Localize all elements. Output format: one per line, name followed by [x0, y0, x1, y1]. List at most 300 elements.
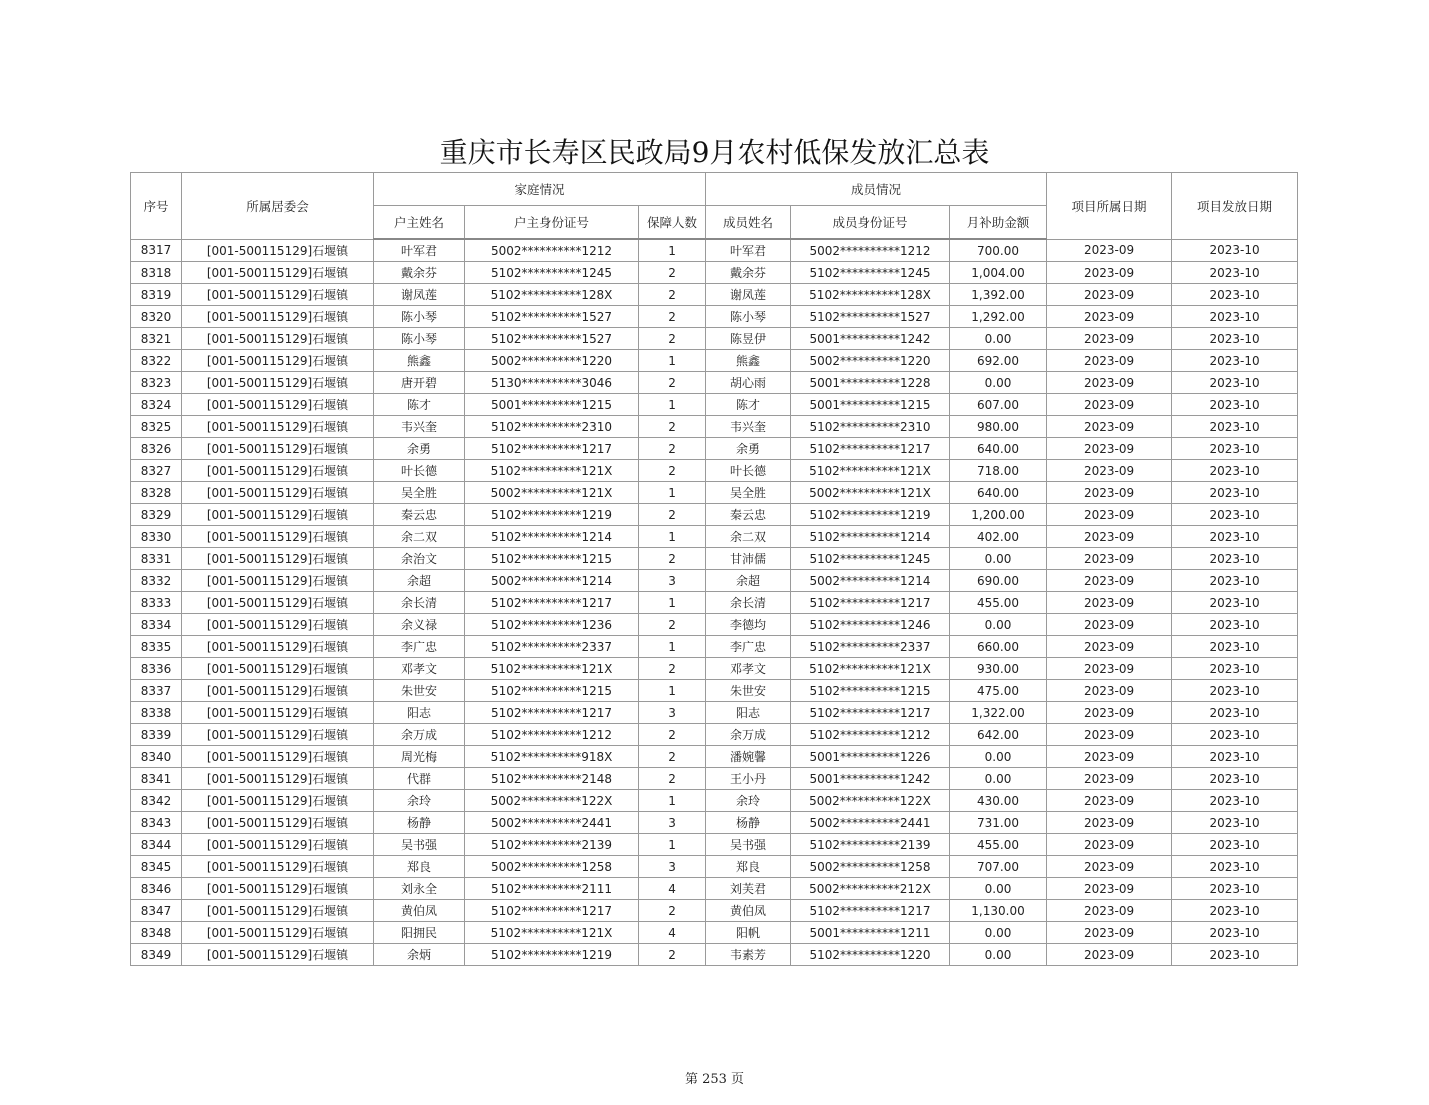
head-name-cell: 余玲 — [374, 790, 465, 812]
amount-cell: 1,322.00 — [950, 702, 1047, 724]
committee-cell: [001-500115129]石堰镇 — [182, 394, 374, 416]
table-row — [131, 284, 1298, 306]
member-name-cell: 刘芙君 — [706, 878, 791, 900]
project-date-cell: 2023-09 — [1047, 416, 1172, 438]
issue-date-cell: 2023-10 — [1172, 570, 1298, 592]
member-name-cell: 余长清 — [706, 592, 791, 614]
committee-cell: [001-500115129]石堰镇 — [182, 239, 374, 262]
committee-cell: [001-500115129]石堰镇 — [182, 592, 374, 614]
committee-cell: [001-500115129]石堰镇 — [182, 350, 374, 372]
member-id-cell: 5002**********1258 — [791, 856, 950, 878]
covered-cell: 1 — [639, 636, 706, 658]
issue-date-cell: 2023-10 — [1172, 702, 1298, 724]
project-date-cell: 2023-09 — [1047, 482, 1172, 504]
issue-date-cell: 2023-10 — [1172, 724, 1298, 746]
head-id-cell: 5102**********1217 — [465, 592, 639, 614]
page-number: 第 253 页 — [684, 1072, 745, 1087]
head-id-cell: 5102**********2111 — [465, 878, 639, 900]
issue-date-cell: 2023-10 — [1172, 922, 1298, 944]
covered-cell: 4 — [639, 878, 706, 900]
head-name-cell: 杨静 — [374, 812, 465, 834]
member-name-cell: 吴全胜 — [706, 482, 791, 504]
committee-cell: [001-500115129]石堰镇 — [182, 768, 374, 790]
table-row — [131, 680, 1298, 702]
head-id-cell: 5130**********3046 — [465, 372, 639, 394]
head-name-cell: 郑良 — [374, 856, 465, 878]
project-date-cell: 2023-09 — [1047, 856, 1172, 878]
seq-cell: 8321 — [131, 328, 182, 350]
member-name-cell: 王小丹 — [706, 768, 791, 790]
committee-cell: [001-500115129]石堰镇 — [182, 504, 374, 526]
table-row — [131, 944, 1298, 966]
table-row — [131, 658, 1298, 680]
project-date-cell: 2023-09 — [1047, 922, 1172, 944]
table-row — [131, 900, 1298, 922]
member-id-cell: 5001**********1211 — [791, 922, 950, 944]
seq-cell: 8330 — [131, 526, 182, 548]
seq-cell: 8334 — [131, 614, 182, 636]
table-row — [131, 416, 1298, 438]
amount-cell: 707.00 — [950, 856, 1047, 878]
member-id-cell: 5102**********1212 — [791, 724, 950, 746]
member-id-cell: 5102**********2139 — [791, 834, 950, 856]
issue-date-cell: 2023-10 — [1172, 834, 1298, 856]
covered-cell: 1 — [639, 350, 706, 372]
issue-date-cell: 2023-10 — [1172, 284, 1298, 306]
member-id-cell: 5102**********121X — [791, 460, 950, 482]
seq-cell: 8348 — [131, 922, 182, 944]
project-date-cell: 2023-09 — [1047, 636, 1172, 658]
committee-cell: [001-500115129]石堰镇 — [182, 790, 374, 812]
head-name-cell: 阳拥民 — [374, 922, 465, 944]
head-name-cell: 余治文 — [374, 548, 465, 570]
issue-date-cell: 2023-10 — [1172, 482, 1298, 504]
member-name-cell: 叶长德 — [706, 460, 791, 482]
seq-cell: 8346 — [131, 878, 182, 900]
amount-cell: 690.00 — [950, 570, 1047, 592]
header-head-id: 户主身份证号 — [465, 206, 639, 240]
covered-cell: 2 — [639, 504, 706, 526]
committee-cell: [001-500115129]石堰镇 — [182, 636, 374, 658]
project-date-cell: 2023-09 — [1047, 834, 1172, 856]
committee-cell: [001-500115129]石堰镇 — [182, 724, 374, 746]
amount-cell: 1,200.00 — [950, 504, 1047, 526]
committee-cell: [001-500115129]石堰镇 — [182, 438, 374, 460]
header-member-group: 成员情况 — [706, 173, 1047, 206]
issue-date-cell: 2023-10 — [1172, 658, 1298, 680]
issue-date-cell: 2023-10 — [1172, 438, 1298, 460]
member-id-cell: 5001**********1226 — [791, 746, 950, 768]
header-member-name: 成员姓名 — [706, 206, 791, 240]
issue-date-cell: 2023-10 — [1172, 636, 1298, 658]
amount-cell: 660.00 — [950, 636, 1047, 658]
member-id-cell: 5002**********1214 — [791, 570, 950, 592]
amount-cell: 0.00 — [950, 922, 1047, 944]
head-name-cell: 余超 — [374, 570, 465, 592]
amount-cell: 642.00 — [950, 724, 1047, 746]
head-id-cell: 5102**********1217 — [465, 900, 639, 922]
member-name-cell: 陈昱伊 — [706, 328, 791, 350]
head-id-cell: 5102**********2148 — [465, 768, 639, 790]
member-name-cell: 阳帆 — [706, 922, 791, 944]
covered-cell: 3 — [639, 856, 706, 878]
committee-cell: [001-500115129]石堰镇 — [182, 416, 374, 438]
issue-date-cell: 2023-10 — [1172, 350, 1298, 372]
head-id-cell: 5102**********1215 — [465, 548, 639, 570]
issue-date-cell: 2023-10 — [1172, 239, 1298, 262]
member-id-cell: 5102**********1219 — [791, 504, 950, 526]
project-date-cell: 2023-09 — [1047, 812, 1172, 834]
table-row — [131, 768, 1298, 790]
head-name-cell: 韦兴奎 — [374, 416, 465, 438]
table-row — [131, 504, 1298, 526]
table-row — [131, 372, 1298, 394]
header-head-name: 户主姓名 — [374, 206, 465, 240]
covered-cell: 2 — [639, 306, 706, 328]
seq-cell: 8328 — [131, 482, 182, 504]
covered-cell: 3 — [639, 702, 706, 724]
covered-cell: 1 — [639, 394, 706, 416]
issue-date-cell: 2023-10 — [1172, 306, 1298, 328]
amount-cell: 930.00 — [950, 658, 1047, 680]
seq-cell: 8341 — [131, 768, 182, 790]
head-name-cell: 周光梅 — [374, 746, 465, 768]
amount-cell: 455.00 — [950, 834, 1047, 856]
head-id-cell: 5102**********1527 — [465, 328, 639, 350]
seq-cell: 8338 — [131, 702, 182, 724]
amount-cell: 1,292.00 — [950, 306, 1047, 328]
issue-date-cell: 2023-10 — [1172, 768, 1298, 790]
amount-cell: 700.00 — [950, 239, 1047, 262]
committee-cell: [001-500115129]石堰镇 — [182, 856, 374, 878]
project-date-cell: 2023-09 — [1047, 680, 1172, 702]
covered-cell: 1 — [639, 790, 706, 812]
amount-cell: 980.00 — [950, 416, 1047, 438]
committee-cell: [001-500115129]石堰镇 — [182, 614, 374, 636]
member-name-cell: 潘婉馨 — [706, 746, 791, 768]
seq-cell: 8333 — [131, 592, 182, 614]
covered-cell: 1 — [639, 592, 706, 614]
head-name-cell: 秦云忠 — [374, 504, 465, 526]
member-name-cell: 黄伯凤 — [706, 900, 791, 922]
head-id-cell: 5102**********1219 — [465, 944, 639, 966]
head-name-cell: 叶军君 — [374, 239, 465, 262]
member-id-cell: 5002**********2441 — [791, 812, 950, 834]
member-id-cell: 5001**********1228 — [791, 372, 950, 394]
amount-cell: 1,130.00 — [950, 900, 1047, 922]
table-row — [131, 922, 1298, 944]
covered-cell: 3 — [639, 570, 706, 592]
member-id-cell: 5001**********1242 — [791, 768, 950, 790]
header-amount: 月补助金额 — [950, 206, 1047, 240]
covered-cell: 3 — [639, 812, 706, 834]
table-row — [131, 636, 1298, 658]
member-name-cell: 谢凤莲 — [706, 284, 791, 306]
table-row — [131, 834, 1298, 856]
member-name-cell: 吴书强 — [706, 834, 791, 856]
table-body — [131, 239, 1298, 966]
seq-cell: 8324 — [131, 394, 182, 416]
issue-date-cell: 2023-10 — [1172, 526, 1298, 548]
covered-cell: 2 — [639, 724, 706, 746]
seq-cell: 8322 — [131, 350, 182, 372]
table-row — [131, 724, 1298, 746]
head-name-cell: 余长清 — [374, 592, 465, 614]
head-id-cell: 5102**********128X — [465, 284, 639, 306]
covered-cell: 2 — [639, 658, 706, 680]
project-date-cell: 2023-09 — [1047, 262, 1172, 284]
issue-date-cell: 2023-10 — [1172, 614, 1298, 636]
amount-cell: 640.00 — [950, 438, 1047, 460]
amount-cell: 1,392.00 — [950, 284, 1047, 306]
head-id-cell: 5102**********121X — [465, 922, 639, 944]
head-name-cell: 吴书强 — [374, 834, 465, 856]
project-date-cell: 2023-09 — [1047, 526, 1172, 548]
member-id-cell: 5102**********1217 — [791, 592, 950, 614]
project-date-cell: 2023-09 — [1047, 570, 1172, 592]
head-name-cell: 刘永全 — [374, 878, 465, 900]
member-id-cell: 5102**********1220 — [791, 944, 950, 966]
issue-date-cell: 2023-10 — [1172, 548, 1298, 570]
head-id-cell: 5102**********2310 — [465, 416, 639, 438]
member-name-cell: 李广忠 — [706, 636, 791, 658]
covered-cell: 1 — [639, 680, 706, 702]
head-name-cell: 邓孝文 — [374, 658, 465, 680]
covered-cell: 2 — [639, 372, 706, 394]
header-family-group: 家庭情况 — [374, 173, 706, 206]
committee-cell: [001-500115129]石堰镇 — [182, 812, 374, 834]
seq-cell: 8326 — [131, 438, 182, 460]
issue-date-cell: 2023-10 — [1172, 372, 1298, 394]
head-id-cell: 5102**********1219 — [465, 504, 639, 526]
project-date-cell: 2023-09 — [1047, 328, 1172, 350]
head-name-cell: 戴余芬 — [374, 262, 465, 284]
member-id-cell: 5102**********128X — [791, 284, 950, 306]
committee-cell: [001-500115129]石堰镇 — [182, 878, 374, 900]
page-title: 重庆市长寿区民政局9月农村低保发放汇总表 — [439, 136, 990, 169]
head-name-cell: 余义禄 — [374, 614, 465, 636]
project-date-cell: 2023-09 — [1047, 239, 1172, 262]
member-id-cell: 5102**********1527 — [791, 306, 950, 328]
head-id-cell: 5102**********1236 — [465, 614, 639, 636]
issue-date-cell: 2023-10 — [1172, 460, 1298, 482]
seq-cell: 8329 — [131, 504, 182, 526]
issue-date-cell: 2023-10 — [1172, 592, 1298, 614]
project-date-cell: 2023-09 — [1047, 768, 1172, 790]
project-date-cell: 2023-09 — [1047, 746, 1172, 768]
amount-cell: 0.00 — [950, 746, 1047, 768]
covered-cell: 2 — [639, 262, 706, 284]
project-date-cell: 2023-09 — [1047, 790, 1172, 812]
covered-cell: 1 — [639, 482, 706, 504]
seq-cell: 8336 — [131, 658, 182, 680]
member-id-cell: 5002**********1220 — [791, 350, 950, 372]
seq-cell: 8325 — [131, 416, 182, 438]
covered-cell: 1 — [639, 239, 706, 262]
committee-cell: [001-500115129]石堰镇 — [182, 922, 374, 944]
member-name-cell: 余万成 — [706, 724, 791, 746]
head-name-cell: 代群 — [374, 768, 465, 790]
head-id-cell: 5102**********1214 — [465, 526, 639, 548]
covered-cell: 2 — [639, 768, 706, 790]
head-id-cell: 5002**********121X — [465, 482, 639, 504]
issue-date-cell: 2023-10 — [1172, 856, 1298, 878]
member-name-cell: 熊鑫 — [706, 350, 791, 372]
table-row — [131, 262, 1298, 284]
table-row — [131, 702, 1298, 724]
table-row — [131, 614, 1298, 636]
member-name-cell: 余二双 — [706, 526, 791, 548]
head-name-cell: 朱世安 — [374, 680, 465, 702]
table-row — [131, 482, 1298, 504]
member-name-cell: 余超 — [706, 570, 791, 592]
project-date-cell: 2023-09 — [1047, 306, 1172, 328]
seq-cell: 8335 — [131, 636, 182, 658]
head-id-cell: 5002**********1212 — [465, 239, 639, 262]
member-id-cell: 5102**********1217 — [791, 702, 950, 724]
covered-cell: 2 — [639, 614, 706, 636]
table-row — [131, 878, 1298, 900]
table-row — [131, 856, 1298, 878]
project-date-cell: 2023-09 — [1047, 284, 1172, 306]
covered-cell: 4 — [639, 922, 706, 944]
seq-cell: 8337 — [131, 680, 182, 702]
amount-cell: 731.00 — [950, 812, 1047, 834]
project-date-cell: 2023-09 — [1047, 460, 1172, 482]
seq-cell: 8343 — [131, 812, 182, 834]
header-member-id: 成员身份证号 — [791, 206, 950, 240]
member-id-cell: 5102**********1214 — [791, 526, 950, 548]
head-name-cell: 陈才 — [374, 394, 465, 416]
member-id-cell: 5102**********2337 — [791, 636, 950, 658]
covered-cell: 2 — [639, 944, 706, 966]
member-name-cell: 杨静 — [706, 812, 791, 834]
member-name-cell: 郑良 — [706, 856, 791, 878]
head-id-cell: 5102**********1245 — [465, 262, 639, 284]
member-name-cell: 朱世安 — [706, 680, 791, 702]
committee-cell: [001-500115129]石堰镇 — [182, 570, 374, 592]
seq-cell: 8323 — [131, 372, 182, 394]
member-name-cell: 余玲 — [706, 790, 791, 812]
head-id-cell: 5102**********1212 — [465, 724, 639, 746]
amount-cell: 0.00 — [950, 878, 1047, 900]
covered-cell: 1 — [639, 834, 706, 856]
seq-cell: 8318 — [131, 262, 182, 284]
committee-cell: [001-500115129]石堰镇 — [182, 834, 374, 856]
amount-cell: 0.00 — [950, 768, 1047, 790]
head-name-cell: 陈小琴 — [374, 306, 465, 328]
member-id-cell: 5102**********1245 — [791, 262, 950, 284]
committee-cell: [001-500115129]石堰镇 — [182, 262, 374, 284]
head-name-cell: 谢凤莲 — [374, 284, 465, 306]
amount-cell: 0.00 — [950, 614, 1047, 636]
covered-cell: 2 — [639, 460, 706, 482]
table-row — [131, 746, 1298, 768]
project-date-cell: 2023-09 — [1047, 438, 1172, 460]
amount-cell: 402.00 — [950, 526, 1047, 548]
issue-date-cell: 2023-10 — [1172, 790, 1298, 812]
head-name-cell: 余勇 — [374, 438, 465, 460]
member-id-cell: 5102**********1217 — [791, 900, 950, 922]
head-id-cell: 5102**********121X — [465, 658, 639, 680]
covered-cell: 2 — [639, 284, 706, 306]
seq-cell: 8342 — [131, 790, 182, 812]
member-name-cell: 戴余芬 — [706, 262, 791, 284]
member-id-cell: 5002**********122X — [791, 790, 950, 812]
project-date-cell: 2023-09 — [1047, 394, 1172, 416]
member-name-cell: 余勇 — [706, 438, 791, 460]
seq-cell: 8319 — [131, 284, 182, 306]
covered-cell: 1 — [639, 526, 706, 548]
amount-cell: 475.00 — [950, 680, 1047, 702]
table-row — [131, 790, 1298, 812]
member-id-cell: 5001**********1215 — [791, 394, 950, 416]
committee-cell: [001-500115129]石堰镇 — [182, 328, 374, 350]
head-id-cell: 5002**********1214 — [465, 570, 639, 592]
amount-cell: 0.00 — [950, 328, 1047, 350]
member-name-cell: 李德均 — [706, 614, 791, 636]
header-project-date: 项目所属日期 — [1047, 173, 1172, 240]
head-name-cell: 余万成 — [374, 724, 465, 746]
seq-cell: 8332 — [131, 570, 182, 592]
seq-cell: 8320 — [131, 306, 182, 328]
head-id-cell: 5001**********1215 — [465, 394, 639, 416]
project-date-cell: 2023-09 — [1047, 548, 1172, 570]
table-row — [131, 526, 1298, 548]
project-date-cell: 2023-09 — [1047, 372, 1172, 394]
project-date-cell: 2023-09 — [1047, 658, 1172, 680]
issue-date-cell: 2023-10 — [1172, 416, 1298, 438]
committee-cell: [001-500115129]石堰镇 — [182, 526, 374, 548]
covered-cell: 2 — [639, 746, 706, 768]
table-row — [131, 812, 1298, 834]
head-name-cell: 阳志 — [374, 702, 465, 724]
table-row — [131, 438, 1298, 460]
committee-cell: [001-500115129]石堰镇 — [182, 900, 374, 922]
head-name-cell: 吴全胜 — [374, 482, 465, 504]
issue-date-cell: 2023-10 — [1172, 900, 1298, 922]
head-id-cell: 5102**********1215 — [465, 680, 639, 702]
covered-cell: 2 — [639, 328, 706, 350]
issue-date-cell: 2023-10 — [1172, 944, 1298, 966]
project-date-cell: 2023-09 — [1047, 724, 1172, 746]
issue-date-cell: 2023-10 — [1172, 878, 1298, 900]
seq-cell: 8317 — [131, 239, 182, 262]
committee-cell: [001-500115129]石堰镇 — [182, 306, 374, 328]
head-name-cell: 余二双 — [374, 526, 465, 548]
issue-date-cell: 2023-10 — [1172, 394, 1298, 416]
committee-cell: [001-500115129]石堰镇 — [182, 746, 374, 768]
issue-date-cell: 2023-10 — [1172, 746, 1298, 768]
head-id-cell: 5102**********1527 — [465, 306, 639, 328]
member-name-cell: 韦素芳 — [706, 944, 791, 966]
amount-cell: 1,004.00 — [950, 262, 1047, 284]
member-name-cell: 胡心雨 — [706, 372, 791, 394]
table-row — [131, 306, 1298, 328]
issue-date-cell: 2023-10 — [1172, 262, 1298, 284]
issue-date-cell: 2023-10 — [1172, 504, 1298, 526]
member-id-cell: 5102**********2310 — [791, 416, 950, 438]
amount-cell: 607.00 — [950, 394, 1047, 416]
amount-cell: 0.00 — [950, 944, 1047, 966]
amount-cell: 640.00 — [950, 482, 1047, 504]
member-id-cell: 5001**********1242 — [791, 328, 950, 350]
table-row — [131, 592, 1298, 614]
head-id-cell: 5002**********1220 — [465, 350, 639, 372]
amount-cell: 430.00 — [950, 790, 1047, 812]
seq-cell: 8344 — [131, 834, 182, 856]
issue-date-cell: 2023-10 — [1172, 680, 1298, 702]
